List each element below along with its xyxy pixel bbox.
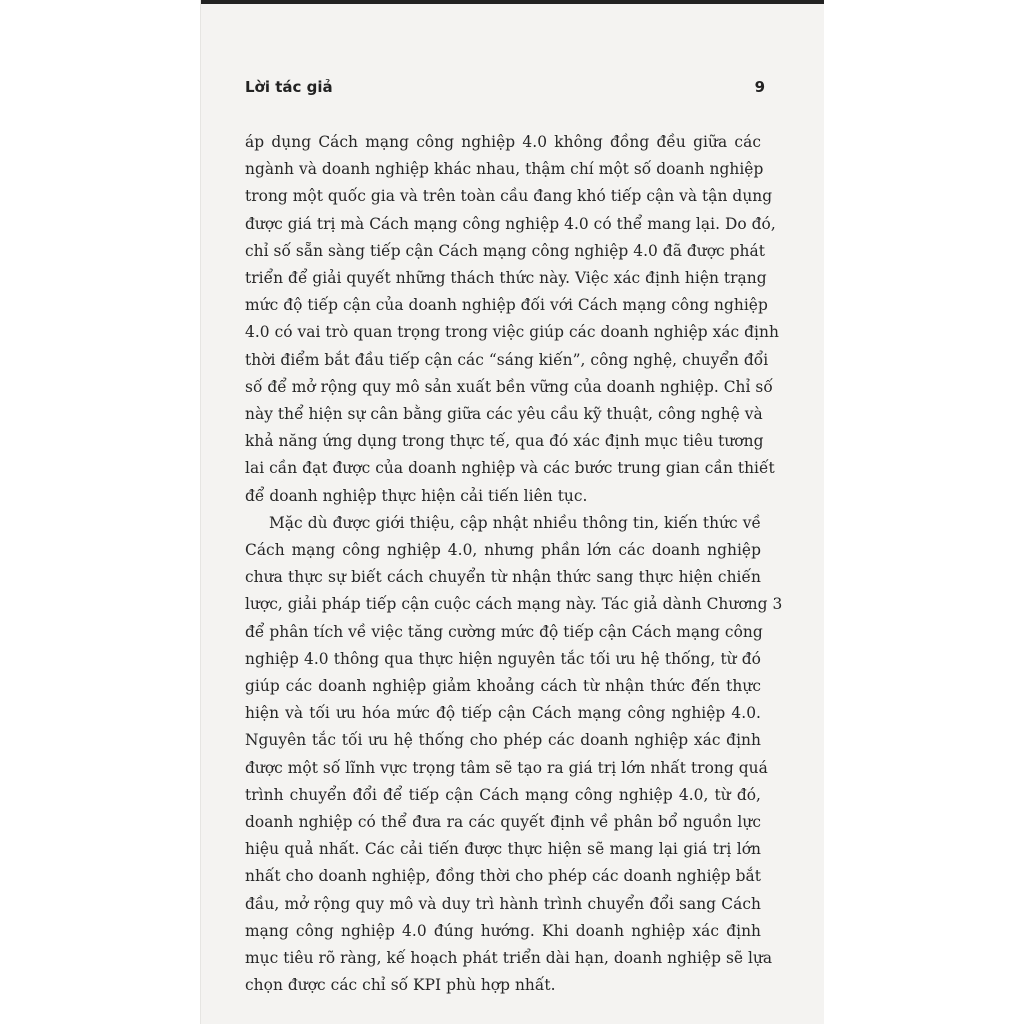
text-line: Mặc dù được giới thiệu, cập nhật nhiều thông tin, kiến thức về [269,513,761,532]
text-line: chọn được các chỉ số KPI phù hợp nhất. [245,976,556,995]
text-line: chỉ số sẵn sàng tiếp cận Cách mạng công nghiệp 4.0 đã được phát [245,241,765,260]
paragraph-1 [245,129,779,510]
text-line: giúp các doanh nghiệp giảm khoảng cách từ nhận thức đến thực [245,677,761,696]
text-line: triển để giải quyết những thách thức này. Việc xác định hiện trạng [245,269,767,288]
text-line: Nguyên tắc tối ưu hệ thống cho phép các doanh nghiệp xác định [245,731,761,750]
page-top-edge [201,0,824,4]
text-line: doanh nghiệp có thể đưa ra các quyết định về phân bổ nguồn lực [245,813,761,832]
section-title: Lời tác giả [245,78,333,96]
text-line: chưa thực sự biết cách chuyển từ nhận thức sang thực hiện chiến [245,568,761,587]
text-line: nghiệp 4.0 thông qua thực hiện nguyên tắc tối ưu hệ thống, từ đó [245,649,761,668]
text-line: mức độ tiếp cận của doanh nghiệp đối với Cách mạng công nghiệp [245,296,768,315]
text-line: thời điểm bắt đầu tiếp cận các “sáng kiến”, công nghệ, chuyển đổi [245,350,769,369]
text-line: được một số lĩnh vực trọng tâm sẽ tạo ra giá trị lớn nhất trong quá [245,758,768,777]
text-line: 4.0 có vai trò quan trọng trong việc giúp các doanh nghiệp xác định [245,323,779,342]
text-line: mục tiêu rõ ràng, kế hoạch phát triển dài hạn, doanh nghiệp sẽ lựa [245,949,773,968]
body-text [245,129,783,1000]
text-line: để doanh nghiệp thực hiện cải tiến liên tục. [245,486,588,505]
page-number: 9 [754,78,765,96]
running-head [245,78,765,102]
text-line: nhất cho doanh nghiệp, đồng thời cho phép các doanh nghiệp bắt [245,867,761,886]
text-line: trong một quốc gia và trên toàn cầu đang khó tiếp cận và tận dụng [245,187,773,206]
text-line: hiệu quả nhất. Các cải tiến được thực hiện sẽ mang lại giá trị lớn [245,840,761,859]
text-line: Cách mạng công nghiệp 4.0, nhưng phần lớn các doanh nghiệp [245,541,761,560]
text-line: lược, giải pháp tiếp cận cuộc cách mạng này. Tác giả dành Chương 3 [245,595,783,614]
text-line: số để mở rộng quy mô sản xuất bền vững của doanh nghiệp. Chỉ số [245,377,773,396]
text-line: đầu, mở rộng quy mô và duy trì hành trình chuyển đổi sang Cách [245,894,761,913]
text-line: khả năng ứng dụng trong thực tế, qua đó xác định mục tiêu tương [245,432,764,451]
text-line: để phân tích về việc tăng cường mức độ tiếp cận Cách mạng công [245,622,763,641]
text-line: lai cần đạt được của doanh nghiệp và các bước trung gian cần thiết [245,459,775,478]
text-line: mạng công nghiệp 4.0 đúng hướng. Khi doanh nghiệp xác định [245,921,761,940]
text-line: được giá trị mà Cách mạng công nghiệp 4.0 có thể mang lại. Do đó, [245,214,776,233]
text-line: áp dụng Cách mạng công nghiệp 4.0 không đồng đều giữa các [245,133,761,151]
text-line: này thể hiện sự cân bằng giữa các yêu cầu kỹ thuật, công nghệ và [245,405,763,424]
text-line: hiện và tối ưu hóa mức độ tiếp cận Cách mạng công nghiệp 4.0. [245,704,761,723]
text-line: ngành và doanh nghiệp khác nhau, thậm chí một số doanh nghiệp [245,160,764,179]
text-line: trình chuyển đổi để tiếp cận Cách mạng công nghiệp 4.0, từ đó, [245,785,761,804]
paragraph-2 [245,510,783,1000]
